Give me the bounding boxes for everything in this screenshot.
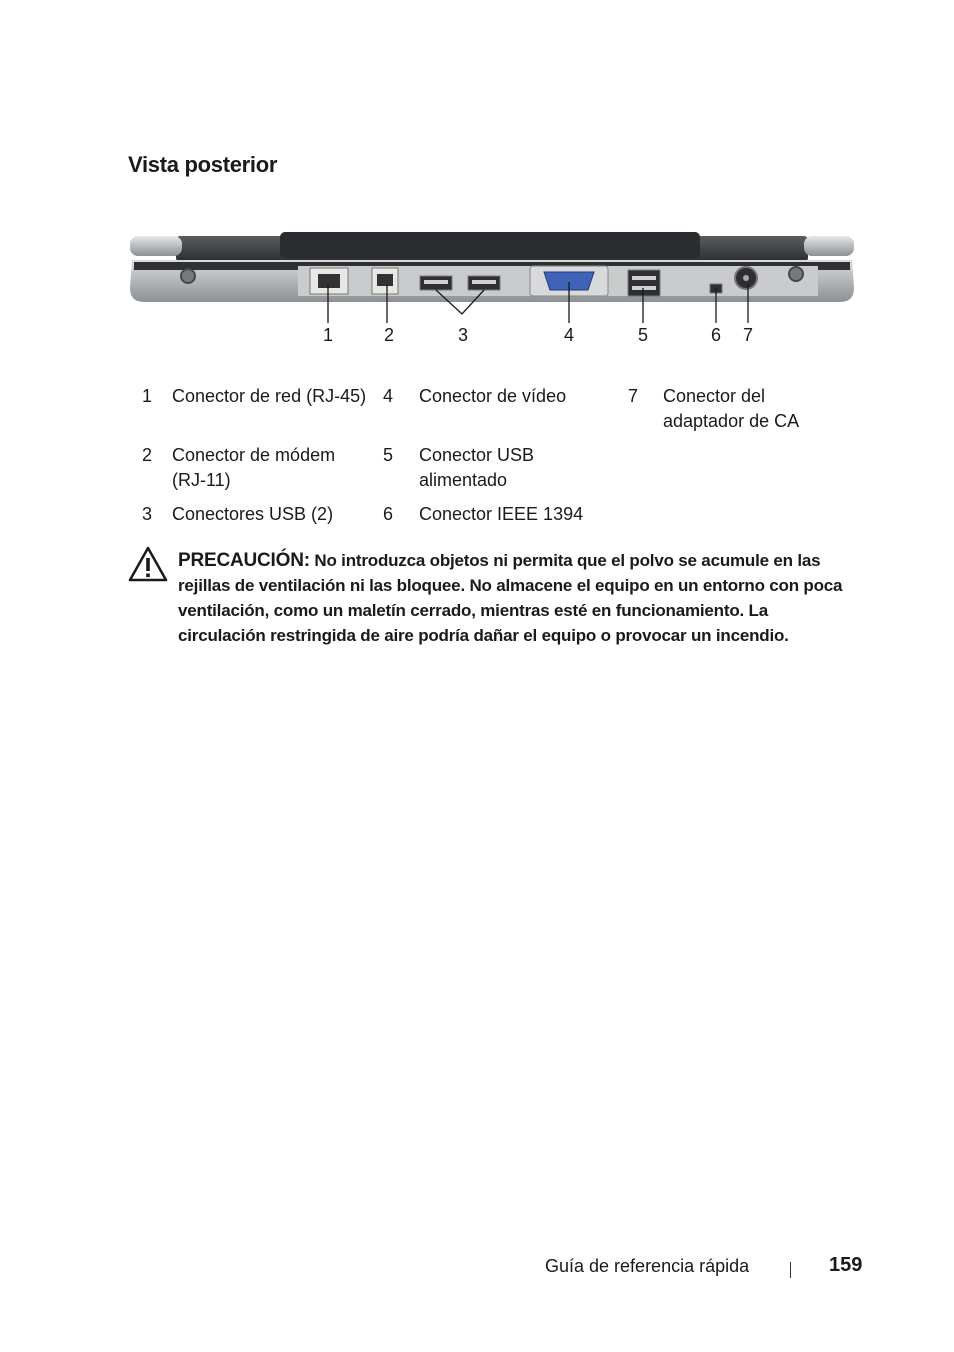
callout-number-4: 4 (563, 325, 575, 345)
legend-text: Conector del adaptador de CA (663, 386, 800, 431)
legend-num: 3 (142, 504, 153, 524)
legend-num: 1 (142, 386, 153, 406)
callout-number-6: 6 (710, 325, 722, 345)
left-screw (181, 269, 195, 283)
left-hinge (130, 236, 182, 256)
callout-number-3: 3 (457, 325, 469, 345)
legend-text: Conectores USB (2) (172, 504, 334, 524)
laptop-back-view-figure (128, 226, 856, 346)
callout-number-5: 5 (637, 325, 649, 345)
warning-triangle-icon (128, 546, 168, 582)
section-title: Vista posterior (128, 152, 278, 177)
callout-number-2: 2 (383, 325, 395, 345)
legend-num: 5 (383, 445, 394, 465)
callout-number-1: 1 (322, 325, 334, 345)
footer-separator (790, 1262, 791, 1278)
battery (280, 232, 700, 258)
legend-text: Conector IEEE 1394 (419, 504, 584, 524)
caution-label: PRECAUCIÓN: (178, 550, 310, 571)
laptop-back-illustration (128, 226, 856, 346)
legend-num: 4 (383, 386, 394, 406)
legend-text: Conector de módem (RJ-11) (172, 445, 336, 490)
legend-text: Conector de red (RJ-45) (172, 386, 367, 406)
legend-num: 6 (383, 504, 394, 524)
footer-document-title: Guía de referencia rápida (545, 1256, 750, 1276)
legend-text: Conector de vídeo (419, 386, 567, 406)
right-hinge (804, 236, 854, 256)
legend-text: Conector USB alimentado (419, 445, 535, 490)
caution-text: No introduzca objetos ni permita que el polvo se acumule en las rejillas de ventilación ni las bloquee. No almacene el equipo en un entorno con poca ventilación, como un maletín cerrado, mientras esté en funcionamiento. La circulación restringida de aire podría dañar el equipo o provocar un incendio. (178, 551, 843, 645)
callout-number-7: 7 (742, 325, 754, 345)
caution-body (178, 548, 858, 648)
page-number: 159 (829, 1254, 863, 1276)
legend-num: 2 (142, 445, 153, 465)
legend-num: 7 (628, 386, 639, 406)
right-screw (789, 267, 803, 281)
powered-usb-port (628, 270, 660, 296)
